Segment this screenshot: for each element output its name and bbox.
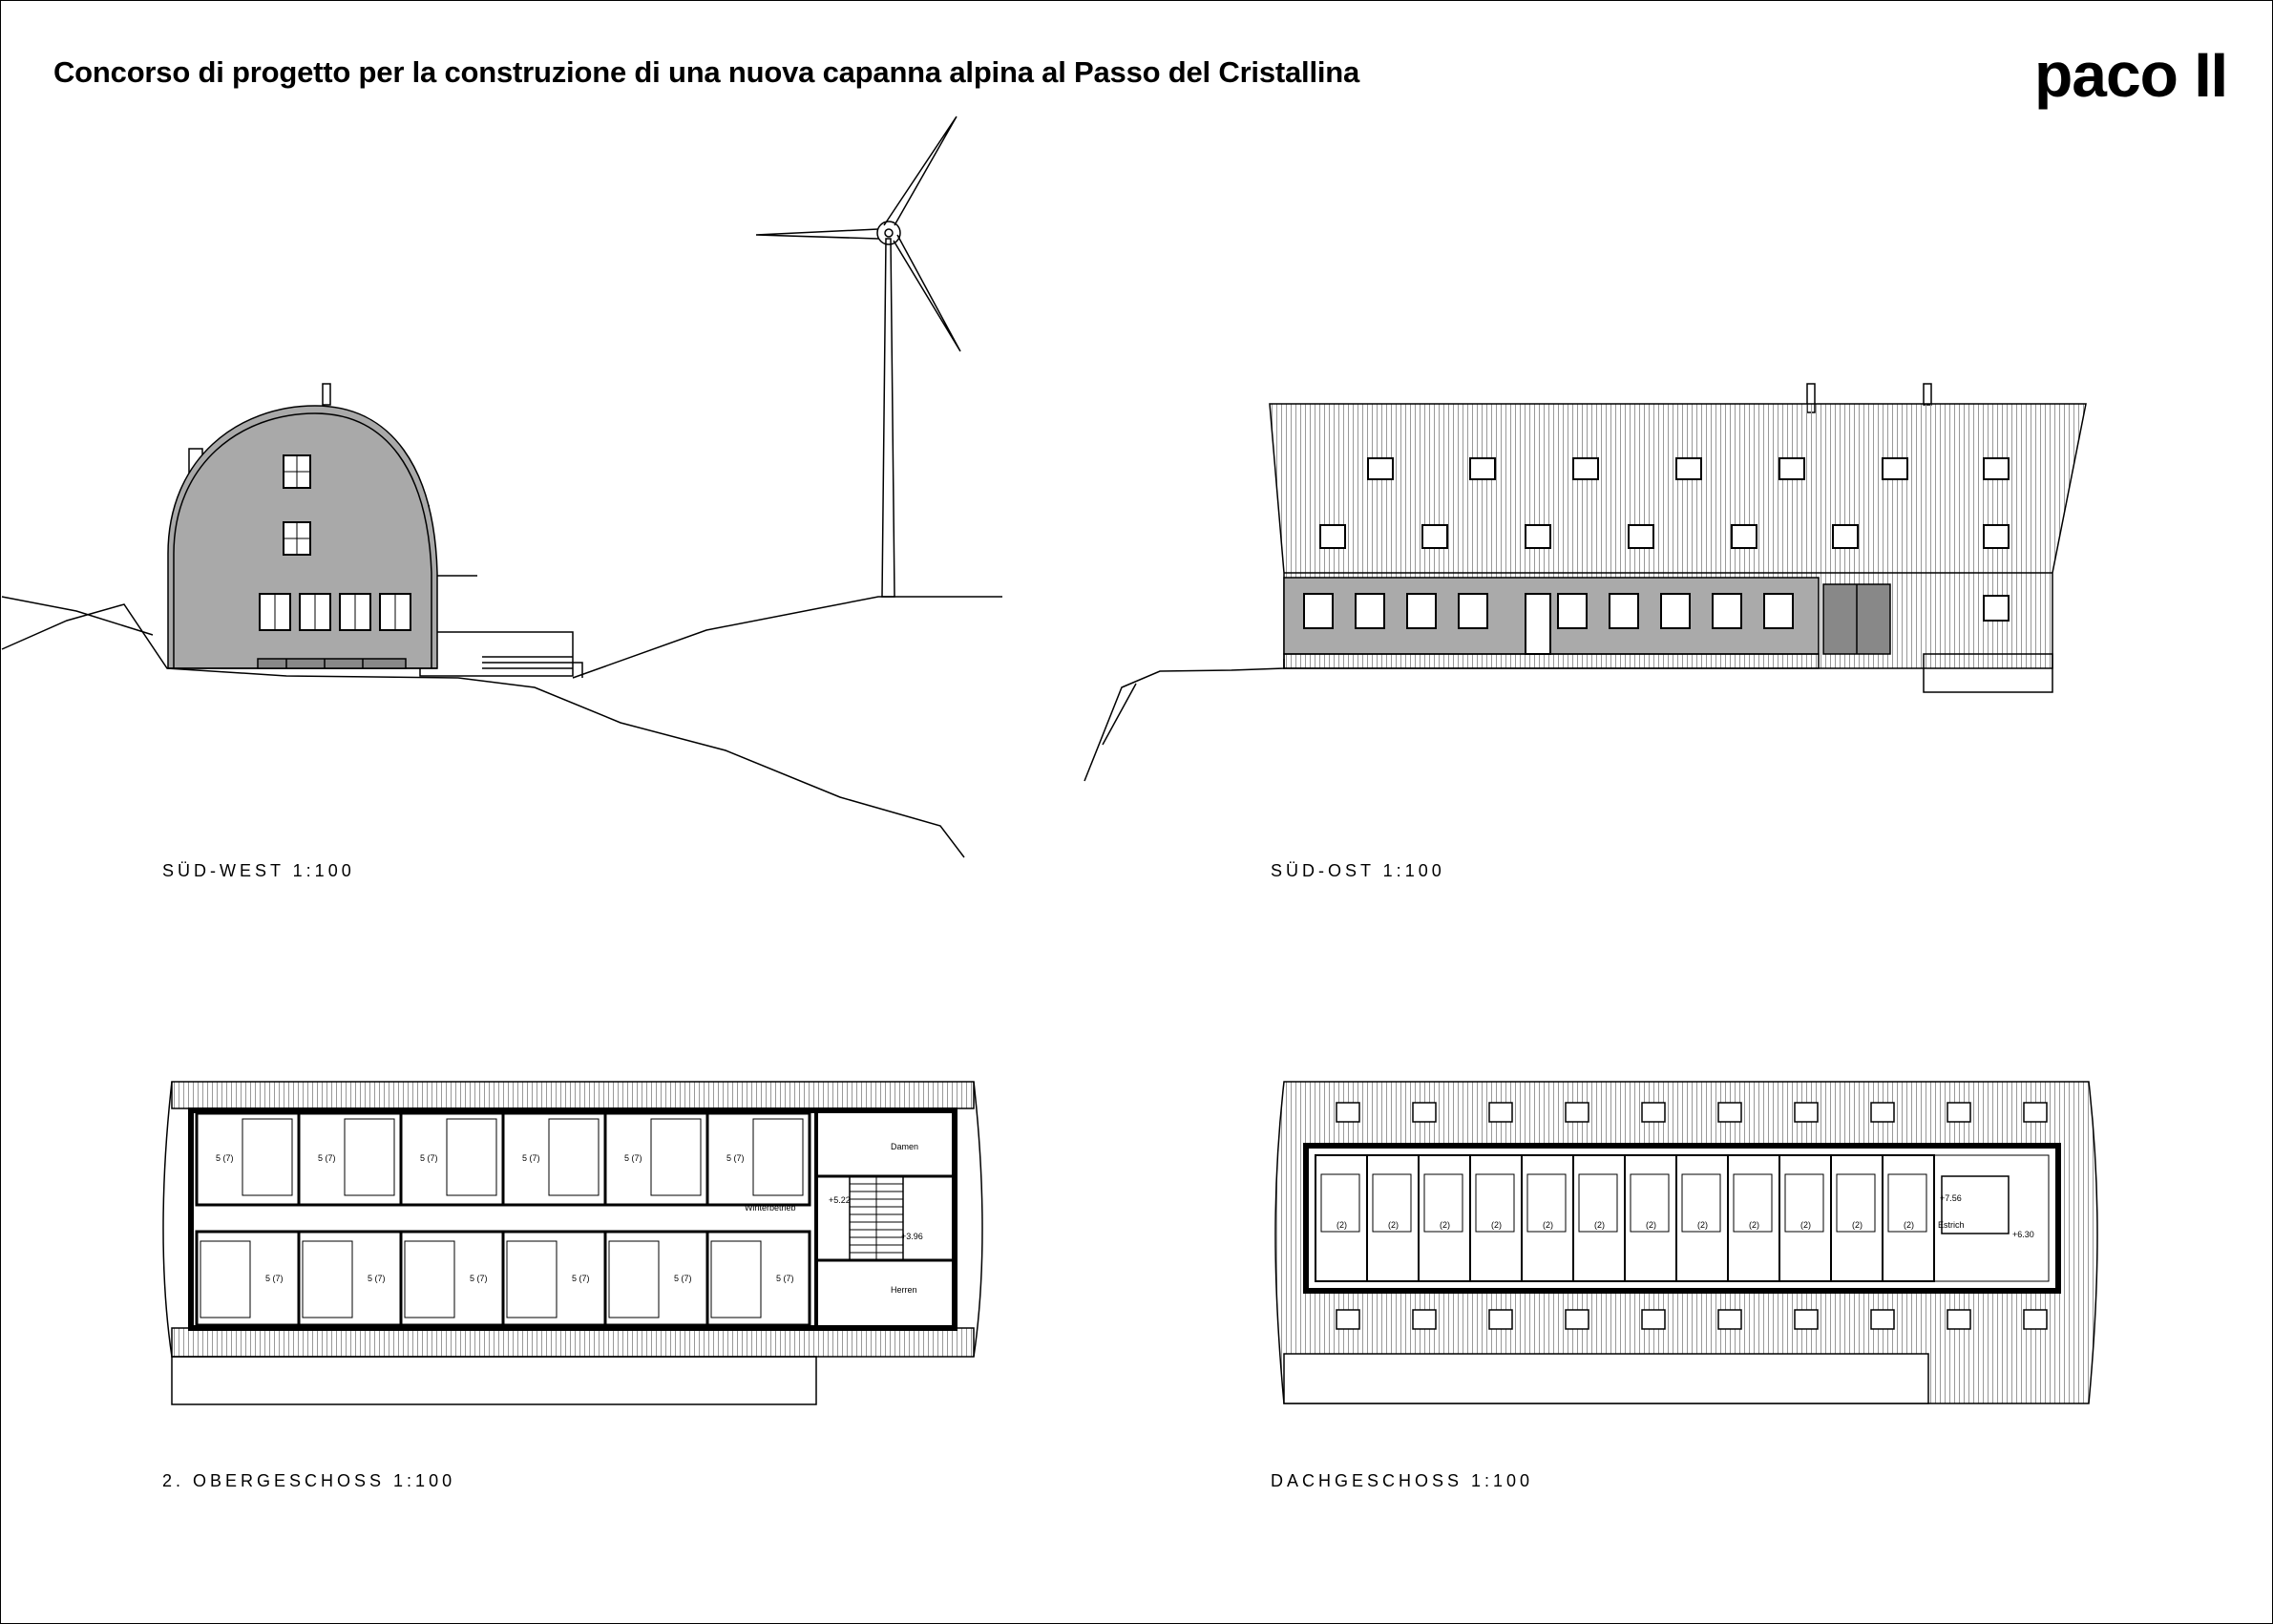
level-top: +7.56 <box>1940 1193 1962 1203</box>
room <box>707 1232 810 1325</box>
label-estrich: Estrich <box>1938 1220 1965 1230</box>
window <box>1558 594 1587 628</box>
bunk-label: (2) <box>1697 1220 1708 1230</box>
door <box>1526 594 1550 654</box>
skylight <box>1795 1103 1818 1122</box>
bunk-label: (2) <box>1336 1220 1347 1230</box>
skylight <box>1871 1310 1894 1329</box>
window <box>1779 458 1804 479</box>
window <box>1407 594 1436 628</box>
skylight <box>1489 1103 1512 1122</box>
window <box>1368 458 1393 479</box>
room-label: 5 (7) <box>674 1274 692 1283</box>
room-label: 5 (7) <box>420 1153 438 1163</box>
label-herren: Herren <box>891 1285 917 1295</box>
skylight <box>1642 1310 1665 1329</box>
window <box>1422 525 1447 548</box>
room-label: 5 (7) <box>318 1153 336 1163</box>
window <box>1526 525 1550 548</box>
window <box>1573 458 1598 479</box>
terrain-line-left <box>2 597 153 635</box>
window <box>1459 594 1487 628</box>
skylight <box>1795 1310 1818 1329</box>
room-label: 5 (7) <box>624 1153 642 1163</box>
bunk-label: (2) <box>1543 1220 1553 1230</box>
room-label: 5 (7) <box>368 1274 386 1283</box>
skylight <box>1947 1103 1970 1122</box>
window <box>1732 525 1757 548</box>
bunk <box>651 1119 701 1195</box>
window <box>1610 594 1638 628</box>
window <box>1356 594 1384 628</box>
room <box>605 1113 707 1205</box>
window <box>1883 458 1907 479</box>
label-damen: Damen <box>891 1142 919 1151</box>
bunk-label: (2) <box>1440 1220 1450 1230</box>
level-bottom: +3.96 <box>901 1232 923 1241</box>
window <box>1984 596 2009 621</box>
bunk-label: (2) <box>1904 1220 1914 1230</box>
window <box>1320 525 1345 548</box>
terrain-line <box>1084 659 1284 781</box>
bunk <box>242 1119 292 1195</box>
skylight <box>1336 1310 1359 1329</box>
level-top: +5.22 <box>829 1195 851 1205</box>
room <box>707 1113 810 1205</box>
bunk <box>753 1119 803 1195</box>
skylight <box>1718 1103 1741 1122</box>
room-label: 5 (7) <box>522 1153 540 1163</box>
room-label: 5 (7) <box>726 1153 745 1163</box>
room <box>299 1113 401 1205</box>
room <box>605 1232 707 1325</box>
bunk-label: (2) <box>1800 1220 1811 1230</box>
plan-attic <box>1260 1069 2119 1413</box>
skylight <box>1566 1310 1589 1329</box>
bunk-label: (2) <box>1594 1220 1605 1230</box>
skylight <box>1642 1103 1665 1122</box>
room <box>503 1113 605 1205</box>
wind-turbine <box>756 116 960 597</box>
skylight <box>1947 1310 1970 1329</box>
window <box>1984 458 2009 479</box>
window <box>1984 525 2009 548</box>
project-name: paco II <box>2033 39 2227 110</box>
window <box>1304 594 1333 628</box>
window <box>1764 594 1793 628</box>
room <box>299 1232 401 1325</box>
bunk <box>345 1119 394 1195</box>
window <box>1713 594 1741 628</box>
balcony <box>172 1357 816 1404</box>
skylight <box>1413 1310 1436 1329</box>
bunk-label: (2) <box>1388 1220 1399 1230</box>
caption-2-obergeschoss: 2. OBERGESCHOSS 1:100 <box>162 1471 456 1490</box>
window <box>1661 594 1690 628</box>
bunk <box>507 1241 557 1318</box>
terrace <box>420 632 573 676</box>
room-label: 5 (7) <box>216 1153 234 1163</box>
bunk <box>447 1119 496 1195</box>
label-winterbetrieb: Winterbetrieb <box>745 1203 796 1213</box>
room <box>401 1113 503 1205</box>
room-label: 5 (7) <box>470 1274 488 1283</box>
terrain-line <box>2 604 964 857</box>
skylight <box>1336 1103 1359 1122</box>
room-label: 5 (7) <box>776 1274 794 1283</box>
window <box>1470 458 1495 479</box>
caption-sud-ost: SÜD-OST 1:100 <box>1271 861 1445 880</box>
sheet-title: Concorso di progetto per la construzione di una nuova capanna alpina al Passo del Cristallina <box>53 55 1360 89</box>
bunk <box>200 1241 250 1318</box>
bunk <box>405 1241 454 1318</box>
room-label: 5 (7) <box>572 1274 590 1283</box>
skylight <box>2024 1310 2047 1329</box>
skylight <box>2024 1103 2047 1122</box>
bunk <box>609 1241 659 1318</box>
outer-wall <box>191 1110 955 1328</box>
skylight <box>1489 1310 1512 1329</box>
elevation-south-east <box>1069 372 2177 792</box>
level-side: +6.30 <box>2012 1230 2034 1239</box>
window <box>1833 525 1858 548</box>
skylight <box>1413 1103 1436 1122</box>
room <box>197 1113 299 1205</box>
caption-sud-west: SÜD-WEST 1:100 <box>162 861 355 880</box>
elevation-south-west <box>0 105 993 869</box>
bunk-label: (2) <box>1749 1220 1759 1230</box>
bunk <box>303 1241 352 1318</box>
window <box>1676 458 1701 479</box>
bunk <box>549 1119 599 1195</box>
skylight <box>1718 1310 1741 1329</box>
bunk-label: (2) <box>1646 1220 1656 1230</box>
room <box>401 1232 503 1325</box>
skylight <box>1566 1103 1589 1122</box>
room-label: 5 (7) <box>265 1274 284 1283</box>
window <box>1629 525 1653 548</box>
bunk-label: (2) <box>1852 1220 1863 1230</box>
room <box>503 1232 605 1325</box>
caption-dachgeschoss: DACHGESCHOSS 1:100 <box>1271 1471 1534 1490</box>
skylight <box>1871 1103 1894 1122</box>
plan-2nd-floor <box>162 1069 983 1413</box>
room <box>197 1232 299 1325</box>
bunk <box>711 1241 761 1318</box>
bunk-label: (2) <box>1491 1220 1502 1230</box>
